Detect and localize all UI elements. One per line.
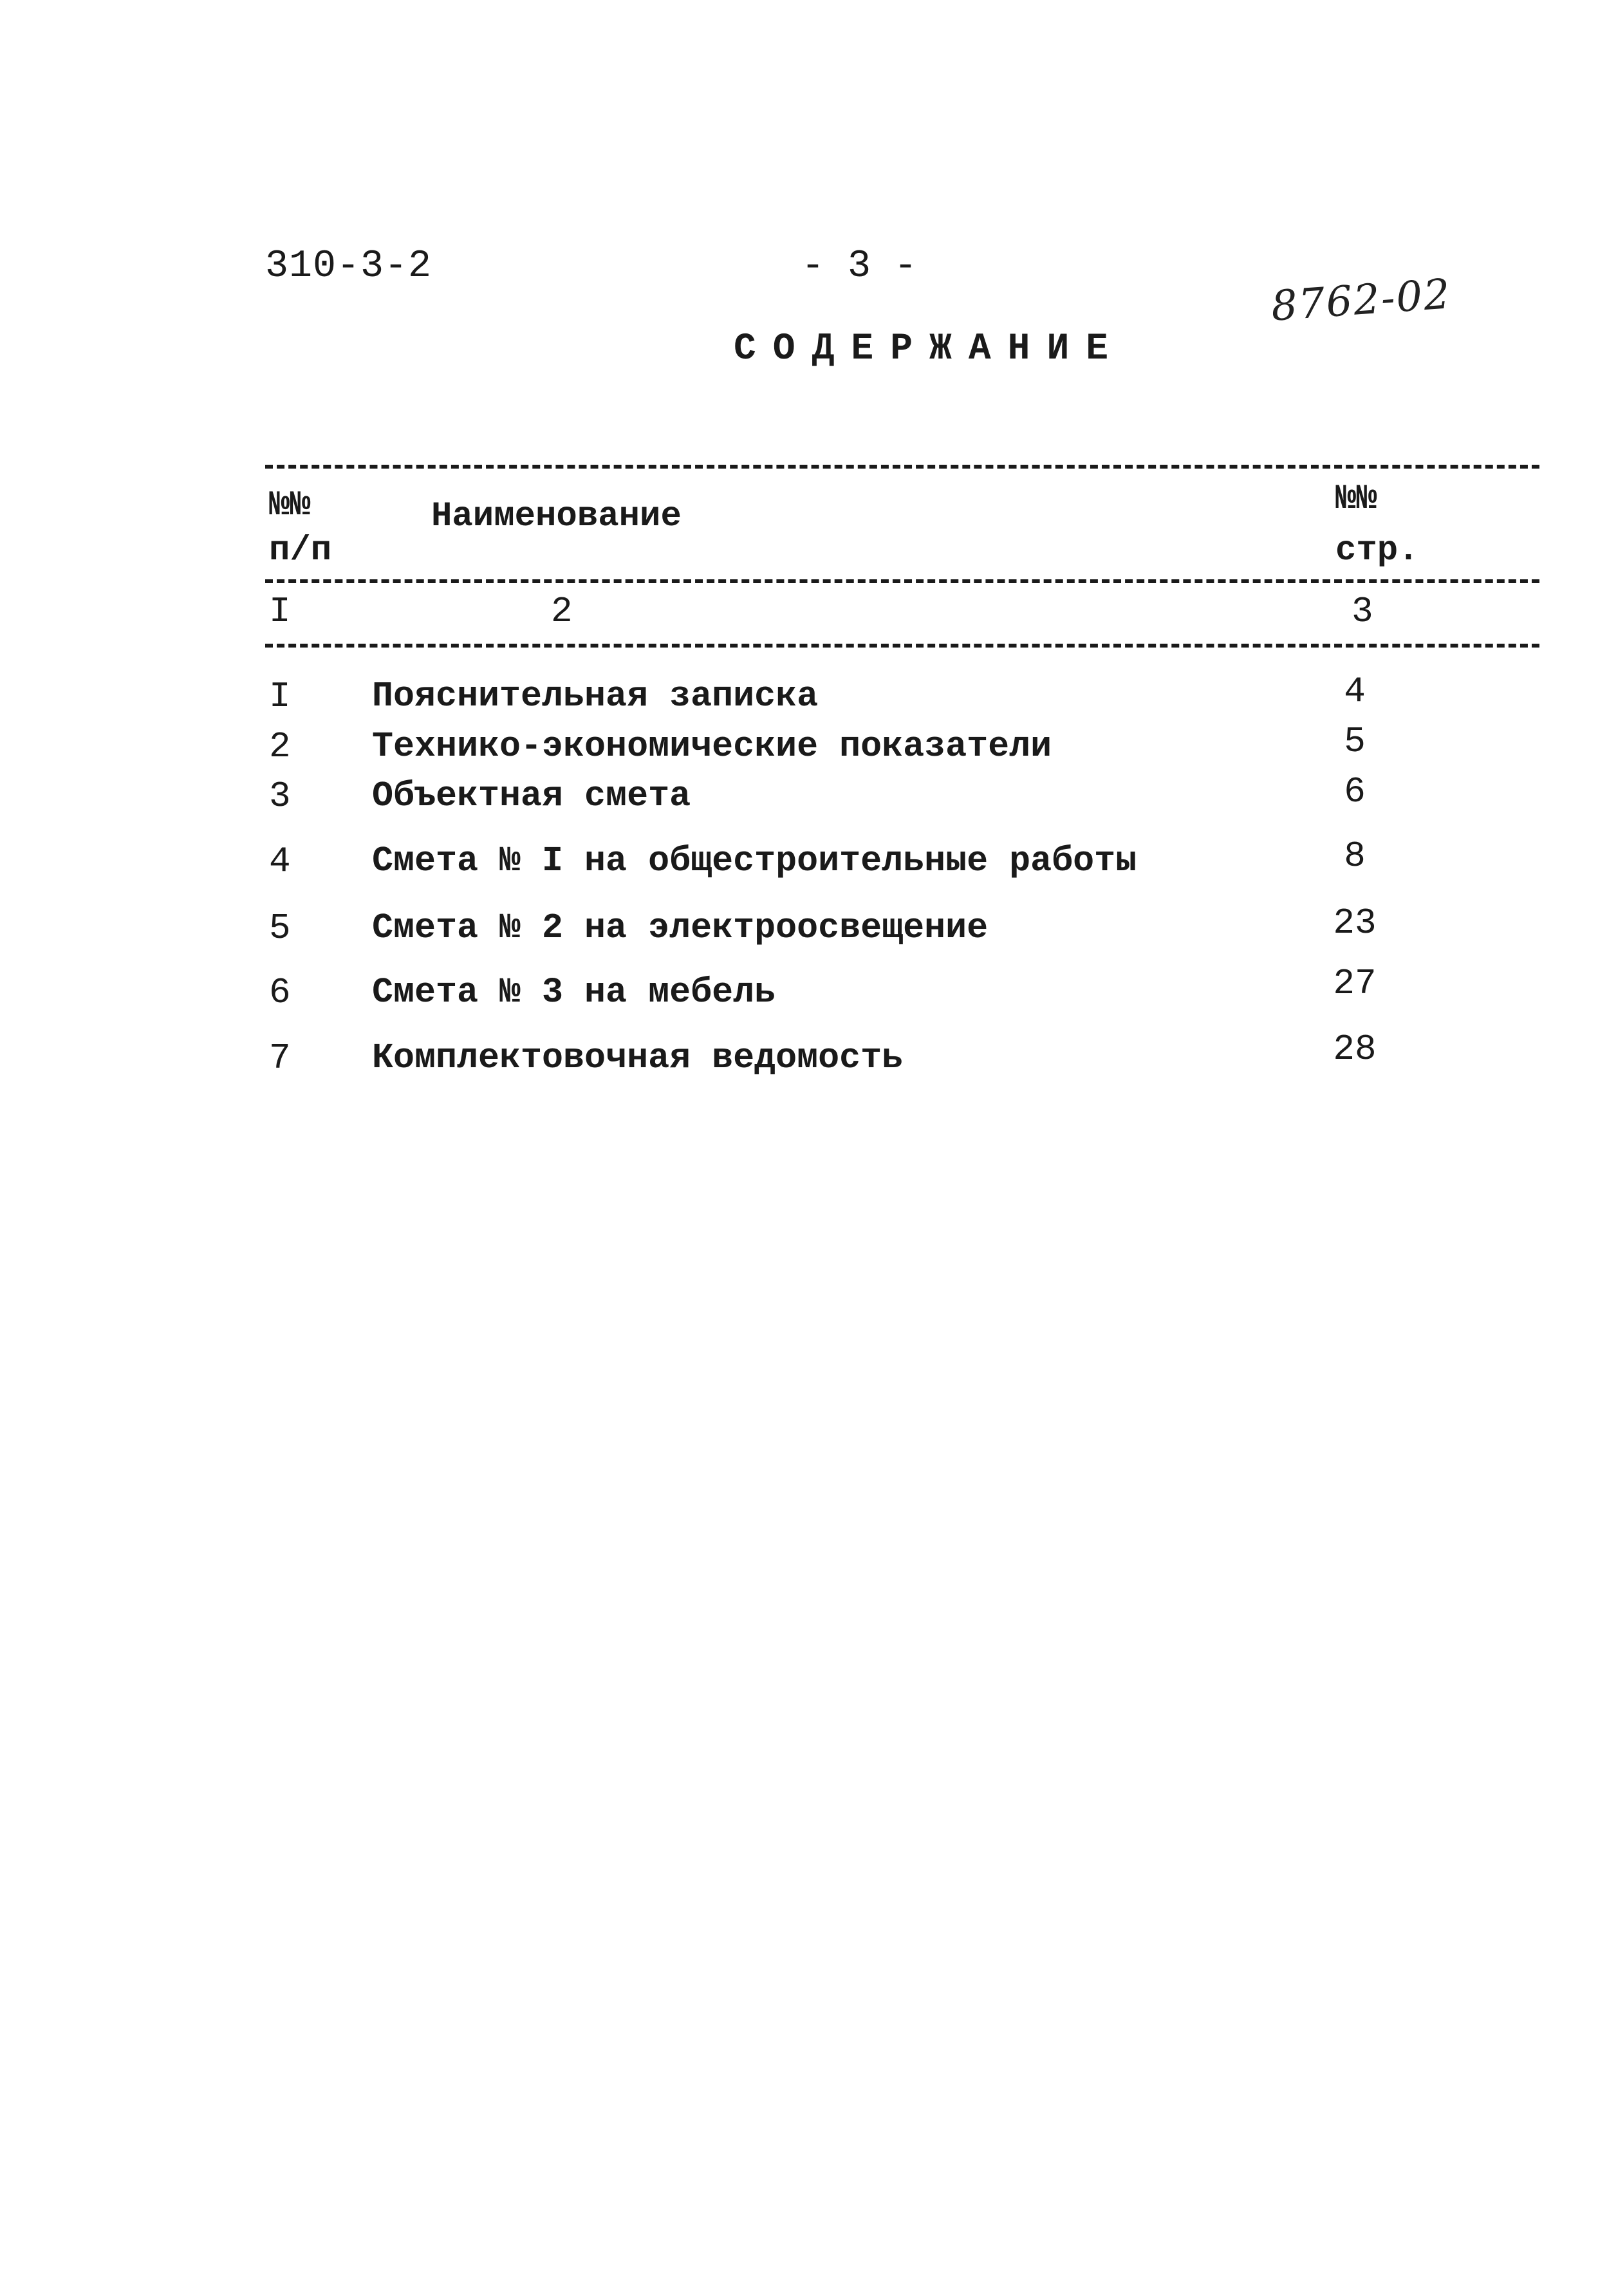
handwritten-inventory-number: 8762-02 (1269, 270, 1453, 331)
document-code: 310-3-2 (265, 245, 432, 288)
row-title: Объектная смета (372, 776, 691, 816)
row-page: 23 (1333, 902, 1377, 944)
header-name-label: Наименование (431, 497, 682, 536)
row-title: Технико-экономические показатели (372, 726, 1052, 767)
row-page: 8 (1344, 835, 1366, 877)
page-title: СОДЕРЖАНИЕ (734, 328, 1126, 370)
row-page: 6 (1344, 771, 1366, 812)
header-page-sublabel: стр. (1335, 531, 1419, 570)
row-number: 7 (269, 1038, 291, 1079)
row-page: 4 (1344, 671, 1366, 712)
row-number: 6 (269, 972, 291, 1013)
column-number-1: I (269, 591, 291, 632)
row-title: Смета № 3 на мебель (372, 972, 776, 1013)
row-title: Смета № 2 на электроосвещение (372, 908, 989, 948)
row-page: 5 (1344, 721, 1366, 762)
row-number: 5 (269, 908, 291, 949)
row-number: 4 (269, 841, 291, 882)
row-page: 28 (1333, 1029, 1377, 1070)
page-number: - 3 - (801, 245, 918, 288)
header-number-label: №№ (269, 486, 311, 525)
table-top-rule (265, 465, 1539, 469)
header-page-label: №№ (1335, 480, 1377, 519)
row-number: I (269, 676, 291, 717)
row-page: 27 (1333, 963, 1377, 1004)
row-title: Комплектовочная ведомость (372, 1038, 904, 1078)
row-number: 2 (269, 726, 291, 767)
column-number-2: 2 (551, 591, 573, 632)
row-number: 3 (269, 776, 291, 817)
column-number-3: 3 (1352, 591, 1373, 632)
row-title: Смета № I на общестроительные работы (372, 841, 1137, 881)
table-header-rule (265, 579, 1539, 583)
table-body-rule (265, 644, 1539, 648)
header-number-sublabel: п/п (269, 531, 332, 570)
row-title: Пояснительная записка (372, 676, 819, 716)
